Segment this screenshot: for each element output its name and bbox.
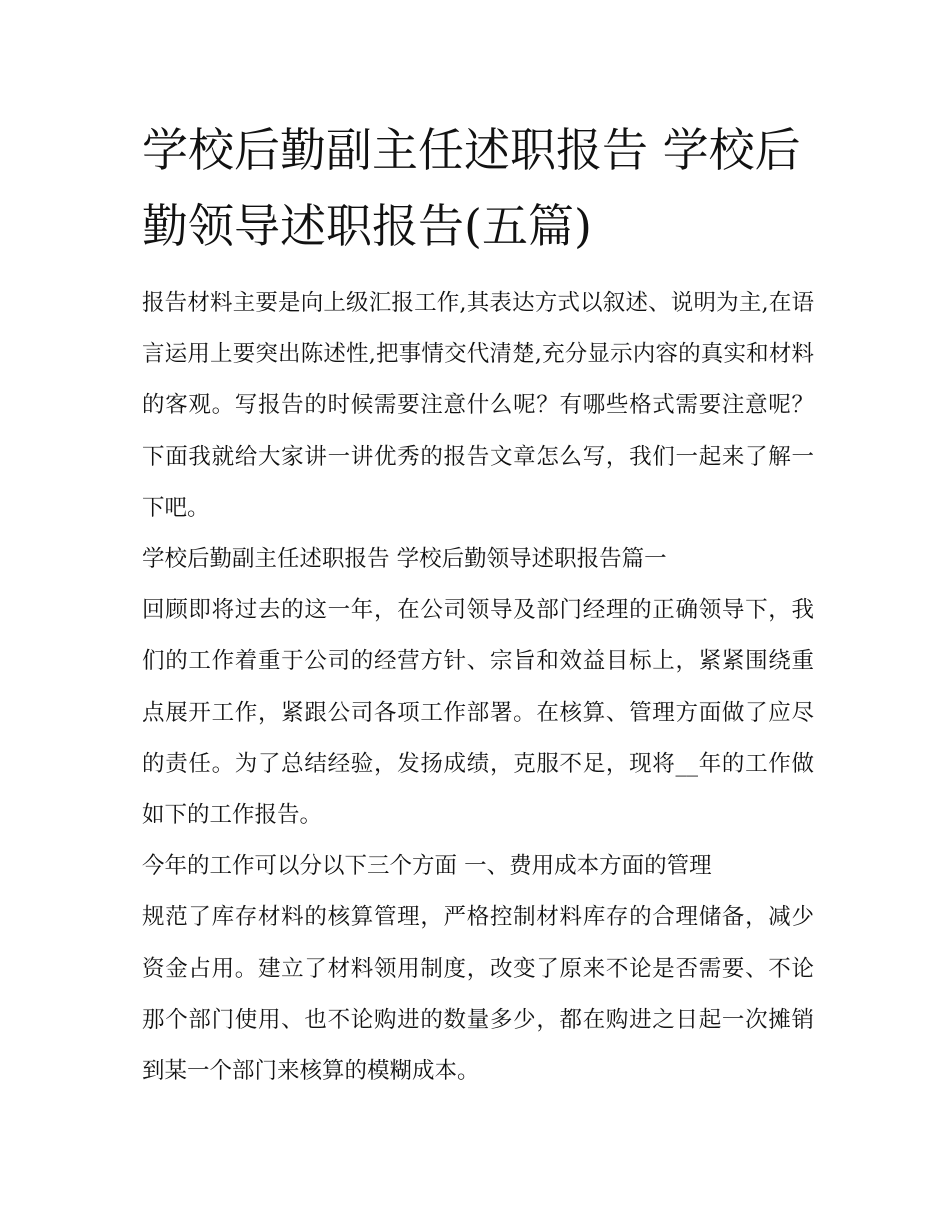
paragraph-cost-management: 规范了库存材料的核算管理，严格控制材料库存的合理储备，减少资金占用。建立了材料领用制度，改变了原来不论是否需要、不论那个部门使用、也不论购进的数量多少，都在购进之日起一次摊销到某一个部门来核算的模糊成本。: [142, 904, 814, 1085]
document-title: 学校后勤副主任述职报告 学校后勤领导述职报告(五篇): [142, 123, 801, 253]
paragraph-review: 回顾即将过去的这一年，在公司领导及部门经理的正确领导下，我们的工作着重于公司的经营方针、宗旨和效益目标上，紧紧围绕重点展开工作，紧跟公司各项工作部署。在核算、管理方面做了应尽的责任。为了总结经验，发扬成绩，克服不足，现将__年的工作做如下的工作报告。: [142, 597, 814, 829]
paragraph-work-overview: 今年的工作可以分以下三个方面 一、费用成本方面的管理: [142, 853, 712, 880]
document-content: [142, 112, 814, 1097]
paragraph-section-heading: 学校后勤副主任述职报告 学校后勤领导述职报告篇一: [142, 546, 667, 573]
paragraph-intro: 报告材料主要是向上级汇报工作,其表达方式以叙述、说明为主,在语言运用上要突出陈述性,把事情交代清楚,充分显示内容的真实和材料的客观。写报告的时候需要注意什么呢？有哪些格式需要注意呢？下面我就给大家讲一讲优秀的报告文章怎么写，我们一起来了解一下吧。: [142, 290, 814, 521]
